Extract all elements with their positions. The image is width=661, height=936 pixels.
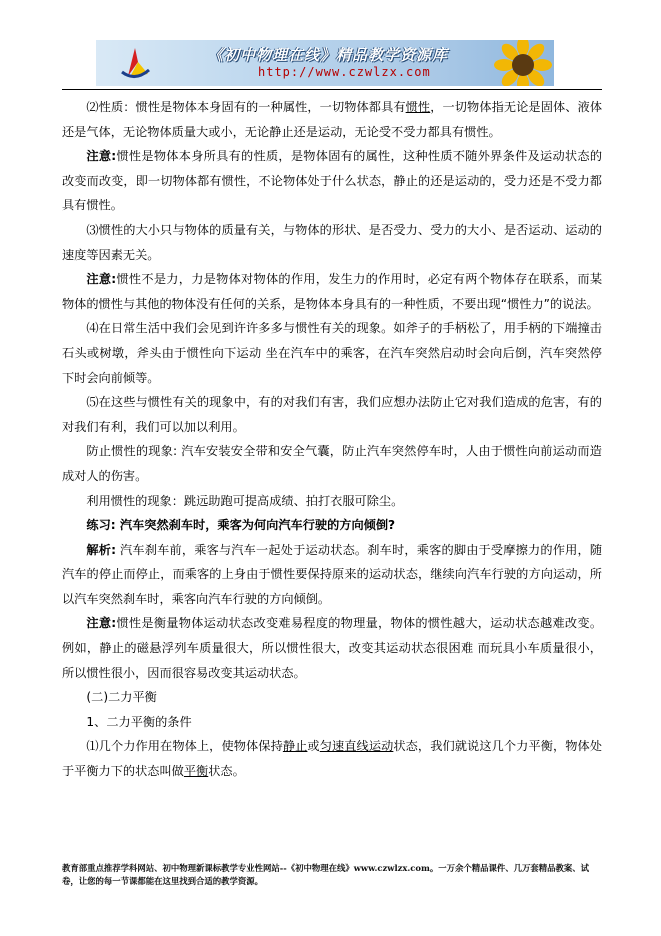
paragraph-exercise: 练习: 汽车突然刹车时，乘客为何向汽车行驶的方向倾倒?: [86, 518, 396, 533]
underlined-term: 平衡: [183, 764, 209, 779]
header-banner: [96, 40, 554, 86]
site-title: 《初中物理在线》精品教学资源库: [208, 46, 449, 64]
underlined-term: 惯性: [405, 100, 431, 114]
paragraph-note-3: 注意:惯性是衡量物体运动状态改变难易程度的物理量，物体的惯性越大，运动状态越难改变。例如，静止的磁悬浮列车质量很大，所以惯性很大，改变其运动状态很困难 而玩具小车质量很小，所以惯性很小，因而很容易改变其运动状态。: [62, 616, 603, 680]
sunflower-icon: [494, 40, 552, 86]
exercise-label: 练习:: [86, 518, 116, 533]
page-footer: 教育部重点推荐学科网站、初中物理新课标教学专业性网站--《初中物理在线》www.czwlzx.com。一万余个精品课件、几万套精品教案、试卷，让您的每一节课都能在这里找到合适的教学资源。: [62, 863, 589, 886]
paragraph-use: 利用惯性的现象：跳远助跑可提高成绩、拍打衣服可除尘。: [86, 493, 404, 508]
note-label: 注意:: [86, 272, 117, 287]
header-divider: [62, 89, 602, 90]
subsection-heading: 1、二力平衡的条件: [86, 714, 192, 729]
site-url: http://www.czwlzx.com: [258, 65, 431, 79]
underlined-term: 匀速直线运动: [319, 739, 394, 754]
paragraph-daily-life: ⑷在日常生活中我们会见到许许多多与惯性有关的现象。如斧子的手柄松了，用手柄的下端撞击石头或树墩，斧头由于惯性向下运动 坐在汽车中的乘客，在汽车突然启动时会向后倒，汽车突然停下时会向前倾等。: [62, 321, 602, 385]
document-body: [62, 95, 602, 784]
paragraph-magnitude: ⑶惯性的大小只与物体的质量有关，与物体的形状、是否受力、受力的大小、是否运动、运动的速度等因素无关。: [62, 222, 602, 262]
section-heading: (二)二力平衡: [86, 690, 157, 705]
note-label: 注意:: [86, 616, 117, 631]
site-logo-icon: [118, 46, 152, 80]
paragraph-property: ⑵性质：惯性是物体本身固有的一种属性，一切物体都具有惯性，一切物体指无论是固体、液体还是气体，无论物体质量大或小，无论静止还是运动，无论受不受力都具有惯性。: [62, 100, 603, 139]
underlined-term: 静止: [282, 739, 308, 754]
paragraph-equilibrium: ⑴几个力作用在物体上，使物体保持静止或匀速直线运动状态，我们就说这几个力平衡，物体处于平衡力下的状态叫做平衡状态。: [62, 739, 603, 779]
paragraph-note-1: 注意:惯性是物体本身所具有的性质，是物体固有的属性，这种性质不随外界条件及运动状态的改变而改变，即一切物体都有惯性，不论物体处于什么状态，静止的还是运动的，受力还是不受力都具有惯性。: [62, 149, 603, 213]
analysis-label: 解析:: [86, 542, 116, 557]
note-label: 注意:: [86, 149, 117, 164]
paragraph-prevent: 防止惯性的现象: 汽车安装安全带和安全气囊，防止汽车突然停车时，人由于惯性向前运动而造成对人的伤害。: [62, 444, 602, 483]
paragraph-harm-benefit: ⑸在这些与惯性有关的现象中，有的对我们有害，我们应想办法防止它对我们造成的危害，有的对我们有利，我们可以加以利用。: [62, 395, 602, 434]
paragraph-analysis: 解析: 汽车刹车前，乘客与汽车一起处于运动状态。刹车时，乘客的脚由于受摩擦力的作用，随汽车的停止而停止，而乘客的上身由于惯性要保持原来的运动状态，继续向汽车行驶的方向运动，所以汽车突然刹车时，乘客向汽车行驶的方向倾倒。: [62, 542, 603, 606]
paragraph-note-2: 注意:惯性不是力，力是物体对物体的作用，发生力的作用时，必定有两个物体存在联系，而某物体的惯性与其他的物体没有任何的关系，是物体本身具有的一种性质，不要出现“惯性力”的说法。: [62, 272, 603, 311]
